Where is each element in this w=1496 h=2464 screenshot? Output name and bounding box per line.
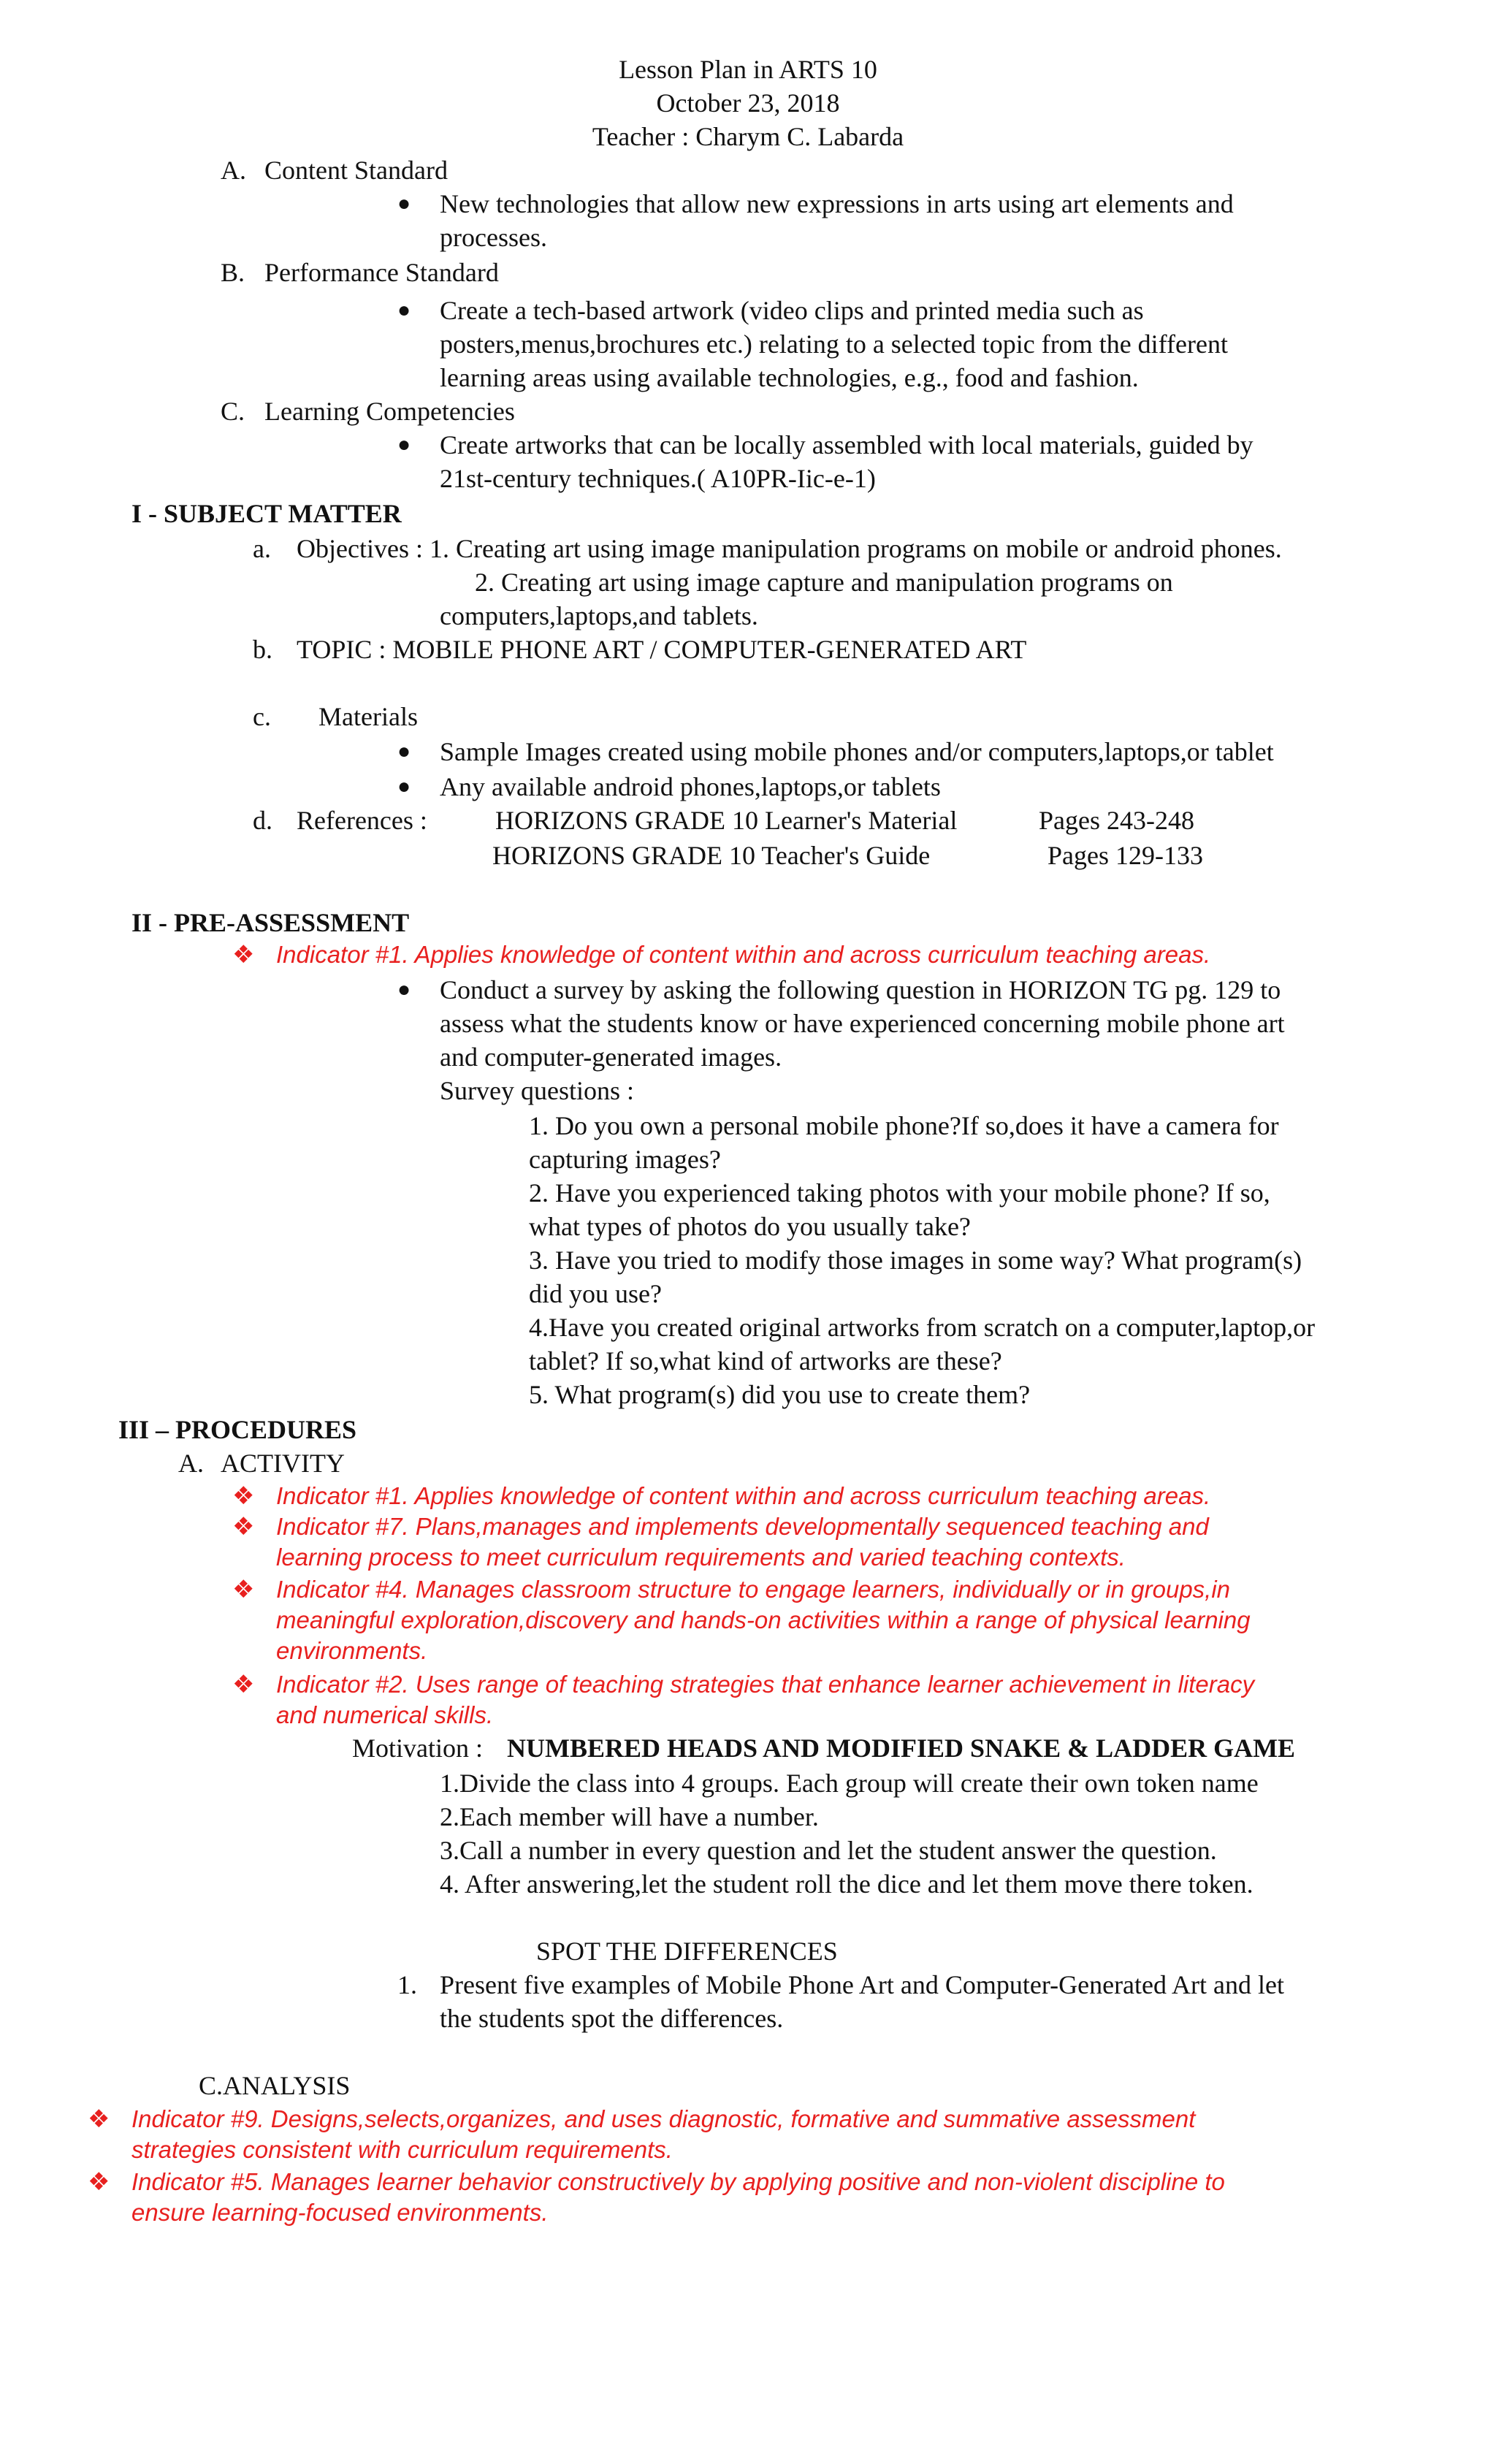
indicator-text: Indicator #5. Manages learner behavior constructively by applying positive and non-violent discipline to (131, 2168, 1225, 2195)
teacher-name: Teacher : Charym C. Labarda (592, 122, 904, 151)
content-standard-text: processes. (440, 223, 547, 252)
spot-differences-text: Present five examples of Mobile Phone Art and Computer-Generated Art and let (440, 1970, 1284, 1999)
spot-item-number: 1. (397, 1970, 417, 1999)
indicator-text: Indicator #7. Plans,manages and implements developmentally sequenced teaching and (276, 1513, 1209, 1540)
content-standard-text: New technologies that allow new expressions in arts using art elements and (440, 189, 1234, 218)
survey-question: 2. Have you experienced taking photos with your mobile phone? If so, (529, 1178, 1270, 1208)
reference-pages: Pages 129-133 (1047, 841, 1203, 870)
indicator-text: Indicator #2. Uses range of teaching strategies that enhance learner achievement in literacy (276, 1671, 1255, 1698)
activity-label: A. (178, 1449, 204, 1478)
learning-competencies-text: Create artworks that can be locally assembled with local materials, guided by (440, 430, 1253, 459)
survey-question: did you use? (529, 1279, 662, 1308)
indicator-text: Indicator #9. Designs,selects,organizes, and uses diagnostic, formative and summative assessment (131, 2105, 1196, 2132)
references-label: References : (297, 806, 427, 835)
performance-standard-text: posters,menus,brochures etc.) relating to a selected topic from the different (440, 329, 1228, 359)
motivation-step: 4. After answering,let the student roll the dice and let them move there token. (440, 1869, 1253, 1899)
objectives-text: computers,laptops,and tablets. (440, 601, 758, 630)
bullet-icon: ● (397, 774, 411, 798)
materials-label: Materials (318, 702, 418, 731)
document-date: October 23, 2018 (656, 88, 840, 118)
survey-questions-label: Survey questions : (440, 1076, 634, 1105)
survey-question: 4.Have you created original artworks from scratch on a computer,laptop,or (529, 1313, 1316, 1342)
survey-text: and computer-generated images. (440, 1042, 782, 1072)
survey-question: 1. Do you own a personal mobile phone?If so,does it have a camera for (529, 1111, 1279, 1140)
performance-standard-text: Create a tech-based artwork (video clips and printed media such as (440, 296, 1144, 325)
motivation-title: NUMBERED HEADS AND MODIFIED SNAKE & LADDER GAME (507, 1733, 1296, 1763)
subject-matter-heading: I - SUBJECT MATTER (131, 499, 402, 528)
diamond-bullet-icon: ❖ (232, 1481, 255, 1511)
reference-pages: Pages 243-248 (1039, 806, 1194, 835)
survey-question: 3. Have you tried to modify those images in some way? What program(s) (529, 1246, 1302, 1275)
performance-standard-title: Performance Standard (264, 258, 499, 287)
survey-text: Conduct a survey by asking the following question in HORIZON TG pg. 129 to (440, 975, 1281, 1004)
indicator-text: Indicator #4. Manages classroom structure to engage learners, individually or in groups,in (276, 1576, 1231, 1603)
section-label-a: A. (221, 156, 246, 185)
motivation-label: Motivation : (352, 1733, 483, 1763)
diamond-bullet-icon: ❖ (232, 1512, 255, 1541)
survey-question: tablet? If so,what kind of artworks are these? (529, 1346, 1002, 1376)
analysis-title: C.ANALYSIS (199, 2071, 351, 2100)
motivation-step: 3.Call a number in every question and let the student answer the question. (440, 1836, 1217, 1865)
survey-question: capturing images? (529, 1145, 721, 1174)
document-title: Lesson Plan in ARTS 10 (619, 55, 877, 84)
reference-title: HORIZONS GRADE 10 Learner's Material (495, 806, 958, 835)
diamond-bullet-icon: ❖ (232, 1670, 255, 1699)
spot-differences-title: SPOT THE DIFFERENCES (536, 1937, 838, 1966)
procedures-heading: III – PROCEDURES (118, 1415, 357, 1444)
item-label-c: c. (253, 702, 271, 731)
survey-text: assess what the students know or have experienced concerning mobile phone art (440, 1009, 1285, 1038)
bullet-icon: ● (397, 432, 411, 457)
bullet-icon: ● (397, 298, 411, 322)
objectives-text: 2. Creating art using image capture and manipulation programs on (475, 568, 1173, 597)
bullet-icon: ● (397, 739, 411, 763)
learning-competencies-text: 21st-century techniques.( A10PR-Iic-e-1) (440, 464, 876, 493)
spot-differences-text: the students spot the differences. (440, 2004, 784, 2033)
indicator-text: and numerical skills. (276, 1701, 494, 1728)
materials-item: Sample Images created using mobile phones and/or computers,laptops,or tablet (440, 737, 1274, 766)
motivation-step: 2.Each member will have a number. (440, 1802, 819, 1831)
indicator-text: meaningful exploration,discovery and hands-on activities within a range of physical learning (276, 1606, 1251, 1633)
materials-item: Any available android phones,laptops,or tablets (440, 772, 941, 801)
item-label-a: a. (253, 534, 271, 563)
diamond-bullet-icon: ❖ (88, 2105, 110, 2134)
pre-assessment-heading: II - PRE-ASSESSMENT (131, 908, 410, 937)
section-label-c: C. (221, 397, 245, 426)
objectives-text: Objectives : 1. Creating art using image manipulation programs on mobile or android phones. (297, 534, 1282, 563)
performance-standard-text: learning areas using available technologies, e.g., food and fashion. (440, 363, 1139, 392)
diamond-bullet-icon: ❖ (232, 940, 255, 969)
indicator-text: Indicator #1. Applies knowledge of content within and across curriculum teaching areas. (276, 1482, 1211, 1509)
indicator-text: strategies consistent with curriculum requirements. (131, 2136, 673, 2163)
reference-title: HORIZONS GRADE 10 Teacher's Guide (492, 841, 931, 870)
item-label-d: d. (253, 806, 272, 835)
indicator-text: Indicator #1. Applies knowledge of content within and across curriculum teaching areas. (276, 941, 1211, 968)
topic-text: TOPIC : MOBILE PHONE ART / COMPUTER-GENERATED ART (297, 635, 1027, 664)
survey-question: what types of photos do you usually take? (529, 1212, 971, 1241)
learning-competencies-title: Learning Competencies (264, 397, 515, 426)
survey-question: 5. What program(s) did you use to create them? (529, 1380, 1031, 1409)
section-label-b: B. (221, 258, 245, 287)
motivation-step: 1.Divide the class into 4 groups. Each group will create their own token name (440, 1769, 1259, 1798)
content-standard-title: Content Standard (264, 156, 448, 185)
bullet-icon: ● (397, 977, 411, 1002)
activity-title: ACTIVITY (221, 1449, 345, 1478)
indicator-text: ensure learning-focused environments. (131, 2199, 549, 2226)
bullet-icon: ● (397, 191, 411, 215)
indicator-text: environments. (276, 1637, 428, 1664)
diamond-bullet-icon: ❖ (232, 1575, 255, 1604)
indicator-text: learning process to meet curriculum requirements and varied teaching contexts. (276, 1544, 1126, 1571)
item-label-b: b. (253, 635, 272, 664)
diamond-bullet-icon: ❖ (88, 2167, 110, 2197)
